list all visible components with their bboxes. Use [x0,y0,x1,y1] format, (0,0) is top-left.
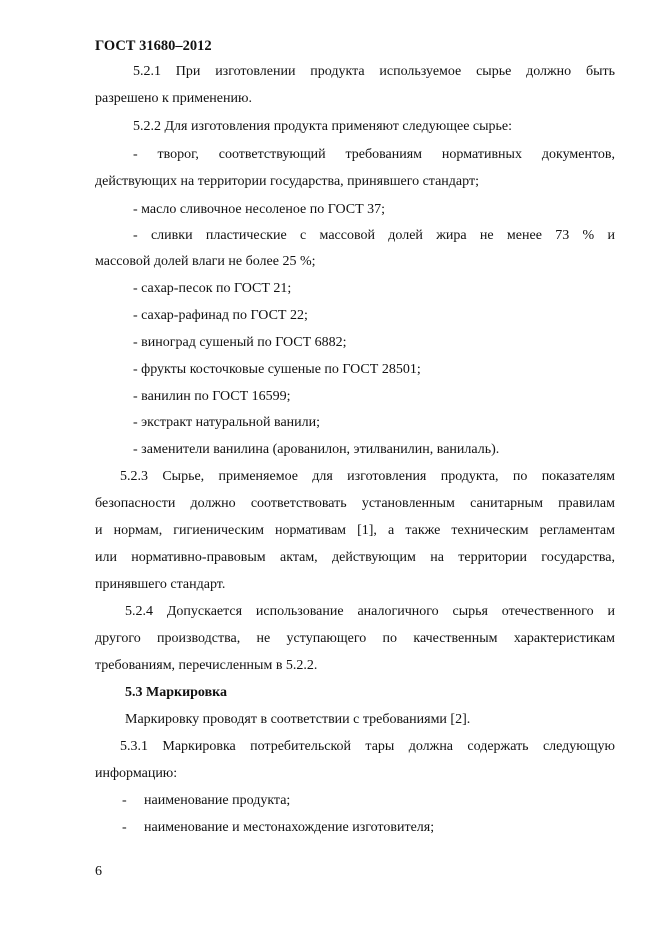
p522-item4: - сахар-песок по ГОСТ 21; [133,281,292,296]
p523-line1: 5.2.3 Сырье, применяемое для изготовления продукта, по показателям [120,469,615,484]
p522-item2: - масло сливочное несоленое по ГОСТ 37; [133,202,386,217]
p531-list-item-1 [122,792,290,810]
p524-line1: 5.2.4 Допускается использование аналогичного сырья отечественного и [125,604,615,619]
p522-item7: - фрукты косточковые сушеные по ГОСТ 28501; [133,362,421,377]
list-item-text: наименование продукта; [144,793,291,808]
p522-item8: - ванилин по ГОСТ 16599; [133,389,291,404]
section-53-title: 5.3 Маркировка [125,685,227,700]
list-dash: - [122,820,127,835]
p531-list-item-2 [122,819,434,837]
p521-line1: 5.2.1 При изготовлении продукта используемое сырье должно быть [133,64,615,79]
p522-item3-line2: массовой долей влаги не более 25 %; [95,254,316,269]
section-53-intro: Маркировку проводят в соответствии с требованиями [2]. [125,712,471,727]
list-item-text: наименование и местонахождение изготовителя; [144,820,435,835]
p522-item10: - заменители ванилина (арованилон, этилванилин, ванилаль). [133,442,500,457]
p522-item3-line1: - сливки пластические с массовой долей жира не менее 73 % и [133,228,615,243]
p524-line3: требованиям, перечисленным в 5.2.2. [95,658,318,673]
list-dash: - [122,793,127,808]
p522-intro: 5.2.2 Для изготовления продукта применяют следующее сырье: [133,119,513,134]
p523-line4: или нормативно-правовым актам, действующим на территории государства, [95,550,615,565]
p523-line2: безопасности должно соответствовать установленным санитарным правилам [95,496,615,511]
page-number: 6 [95,864,102,879]
p522-item1-line2: действующих на территории государства, принявшего стандарт; [95,174,479,189]
p531-line2: информацию: [95,766,178,781]
p523-line3: и нормам, гигиеническим нормативам [1], а также техническим регламентам [95,523,615,538]
p531-line1: 5.3.1 Маркировка потребительской тары должна содержать следующую [120,739,615,754]
p522-item1-line1: - творог, соответствующий требованиям нормативных документов, [133,147,615,162]
standard-header: ГОСТ 31680–2012 [95,38,212,54]
p521-line2: разрешено к применению. [95,91,252,106]
p522-item6: - виноград сушеный по ГОСТ 6882; [133,335,347,350]
p522-item9: - экстракт натуральной ванили; [133,415,321,430]
p523-line5: принявшего стандарт. [95,577,226,592]
p522-item5: - сахар-рафинад по ГОСТ 22; [133,308,308,323]
p524-line2: другого производства, не уступающего по качественным характеристикам [95,631,615,646]
